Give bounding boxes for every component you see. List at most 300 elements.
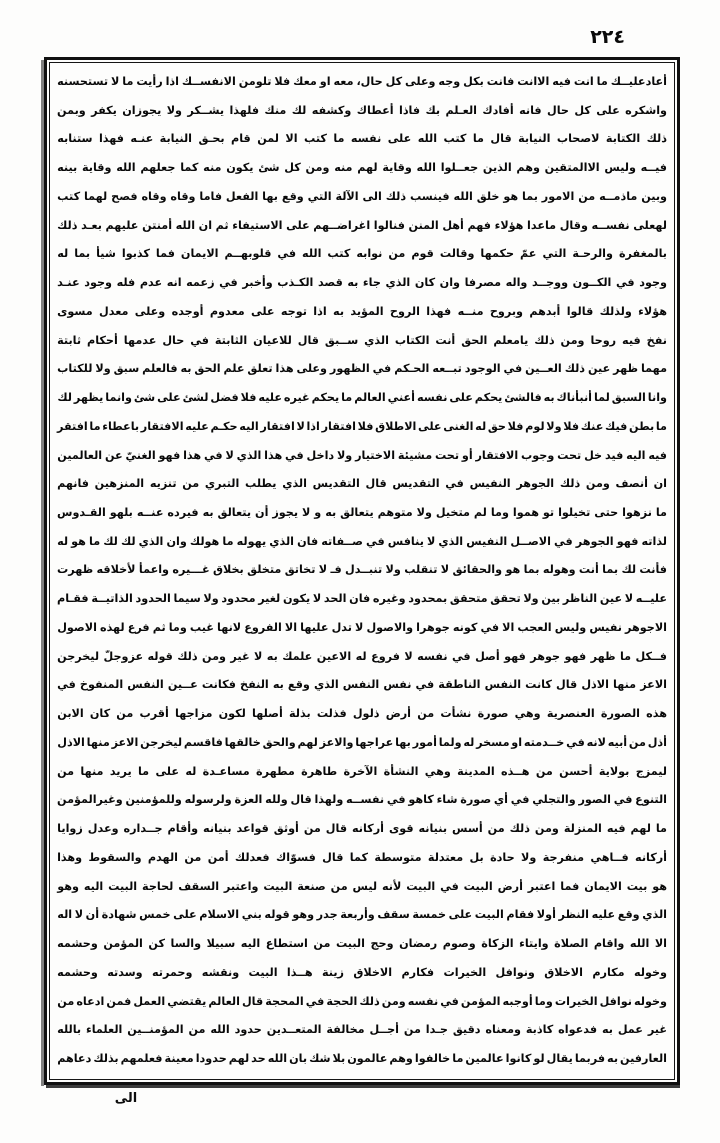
- text-word: تخيلوا: [558, 506, 591, 520]
- text-word: وجه: [438, 75, 461, 88]
- text-word: وقاه: [170, 189, 196, 203]
- text-word: ولذلك: [599, 304, 632, 318]
- text-line-words: [57, 700, 667, 729]
- text-word: من: [578, 189, 596, 203]
- text-word: به: [325, 506, 337, 520]
- text-word: لمن: [257, 132, 279, 146]
- text-word: على: [173, 908, 197, 922]
- text-word: متوهم: [377, 506, 413, 520]
- text-word: لهم: [357, 161, 378, 175]
- text-word: الاطلاق: [375, 419, 417, 433]
- text-word: الظهور: [329, 362, 370, 376]
- text-word: بينه: [57, 161, 78, 175]
- text-word: منــه: [457, 304, 484, 318]
- text-word: ذلك: [177, 649, 198, 663]
- text-word: عدمها: [123, 333, 157, 347]
- catchword: الى: [114, 1091, 138, 1106]
- text-word: على: [418, 419, 442, 433]
- text-word: ولا: [336, 448, 353, 462]
- text-word: يتعالق: [217, 506, 252, 520]
- text-word: تحت: [434, 448, 460, 462]
- text-word: قال: [241, 994, 264, 1008]
- text-word: الله: [267, 1051, 288, 1065]
- text-word: الاجوهر: [625, 620, 667, 634]
- text-word: قصد: [317, 276, 343, 290]
- text-word: ولا: [95, 362, 111, 376]
- text-word: هو: [505, 563, 521, 577]
- text-word: يجوزان: [122, 103, 162, 117]
- text-word: أحكام: [87, 333, 118, 347]
- text-word: عنــه: [136, 506, 164, 520]
- text-word: بما: [522, 189, 538, 203]
- text-word: وغيره: [372, 592, 406, 606]
- text-word: فضل: [210, 391, 239, 405]
- text-line: [54, 758, 670, 787]
- text-word: في: [366, 534, 385, 548]
- text-word: ذلك: [559, 477, 581, 491]
- text-word: له: [57, 534, 69, 548]
- text-word: عنك: [580, 419, 604, 433]
- text-word: حدودا: [195, 1051, 227, 1065]
- text-word: وجود: [639, 276, 667, 290]
- text-line: [54, 413, 670, 442]
- text-word: بك: [425, 103, 441, 117]
- text-word: الذي: [282, 477, 307, 491]
- text-line: [54, 240, 670, 269]
- text-word: حكـم: [210, 419, 238, 433]
- text-word: لا: [302, 506, 311, 520]
- text-word: بحـق: [198, 132, 225, 146]
- text-word: النفس: [127, 678, 164, 692]
- text-line-words: [57, 470, 667, 499]
- text-word: جاء: [362, 276, 381, 290]
- text-line: [54, 815, 670, 844]
- text-word: وهوله: [542, 563, 576, 577]
- text-word: ليخرجن: [140, 735, 183, 749]
- text-line: [54, 384, 670, 413]
- text-word: ذلك: [564, 362, 586, 376]
- text-word: صــفاته: [321, 534, 363, 548]
- text-line-words: [57, 1016, 667, 1045]
- text-word: الصلاة: [554, 937, 589, 951]
- text-word: فيد: [604, 448, 624, 462]
- text-word: الكتاب: [394, 333, 430, 347]
- text-word: فسوّاك: [276, 850, 316, 864]
- text-word: أهل: [442, 218, 464, 232]
- text-word: أن: [255, 506, 269, 520]
- text-word: وايتاء: [519, 937, 549, 951]
- text-word: يكون: [282, 592, 311, 606]
- text-word: أركانه: [635, 850, 667, 864]
- text-word: فهو: [564, 649, 587, 663]
- text-word: تبــعه: [432, 362, 462, 376]
- text-word: اذا: [165, 75, 179, 88]
- text-line-words: [57, 959, 667, 988]
- text-word: به: [180, 362, 192, 376]
- text-word: طاهرة: [301, 764, 338, 778]
- text-word: أسس: [452, 822, 483, 836]
- text-word: غير: [230, 649, 250, 663]
- text-word: بيت: [626, 879, 648, 893]
- text-word: ولرسوله: [184, 793, 232, 807]
- text-word: لا: [254, 649, 263, 663]
- text-word: فهو: [616, 534, 639, 548]
- text-word: فــكل: [635, 649, 667, 663]
- text-word: واعتبر: [223, 879, 259, 893]
- text-word: المنزلة: [563, 822, 602, 836]
- text-word: والتجلي: [532, 793, 576, 807]
- text-word: ومن: [202, 649, 226, 663]
- text-word: على: [449, 391, 473, 405]
- text-word: لكون: [218, 707, 246, 721]
- text-word: هموا: [512, 506, 539, 520]
- text-word: لك: [621, 563, 637, 577]
- text-word: نفســه: [591, 218, 630, 232]
- text-word: وبمن: [57, 103, 86, 117]
- text-word: أرض: [385, 707, 412, 721]
- text-word: الا: [285, 132, 298, 146]
- text-word: خمسة: [412, 908, 447, 922]
- text-word: من: [303, 822, 321, 836]
- text-line-words: [57, 298, 667, 327]
- text-word: حال: [546, 103, 569, 117]
- text-word: العارفين: [620, 1051, 667, 1065]
- text-word: في: [566, 735, 585, 749]
- text-word: كن: [148, 937, 165, 951]
- text-word: فالشئ: [504, 391, 542, 405]
- text-word: يظهر: [73, 391, 104, 405]
- text-word: عليــه: [635, 592, 667, 606]
- text-word: الله: [302, 247, 322, 261]
- text-word: يطلب: [245, 477, 277, 491]
- text-word: المدينة: [457, 764, 495, 778]
- text-word: الحجة: [326, 994, 358, 1008]
- text-word: عدم: [139, 276, 163, 290]
- text-word: ولما: [438, 735, 462, 749]
- text-word: فان: [297, 534, 319, 548]
- text-word: على: [155, 764, 179, 778]
- text-word: تحت: [557, 448, 582, 462]
- text-word: لا: [225, 448, 234, 462]
- text-word: الصورة: [600, 707, 640, 721]
- text-word: عالمين: [465, 1051, 504, 1065]
- text-word: الله: [416, 161, 436, 175]
- text-word: لذاته: [641, 534, 667, 548]
- text-word: فاذا: [398, 103, 421, 117]
- text-word: فقام: [506, 908, 535, 922]
- text-word: كان: [89, 707, 111, 721]
- text-word: وعلى: [296, 362, 327, 376]
- text-word: لا: [404, 649, 413, 663]
- text-word: حدود: [234, 1023, 262, 1037]
- text-word: في: [203, 448, 223, 462]
- text-word: يشــكر: [187, 103, 225, 117]
- text-word: غير: [647, 1023, 667, 1037]
- text-line-words: [57, 97, 667, 126]
- text-word: ما: [655, 506, 667, 520]
- text-word: المنفوخ: [79, 678, 124, 692]
- text-word: لا: [440, 563, 450, 577]
- text-word: فـ: [330, 563, 342, 577]
- text-word: باعطاء: [102, 419, 140, 433]
- text-word: قال: [490, 132, 512, 146]
- text-word: أو: [461, 448, 473, 462]
- text-word: معينة: [164, 1051, 194, 1065]
- text-word: الزكاة: [481, 937, 514, 951]
- text-word: ولا: [521, 850, 537, 864]
- text-word: اليه: [240, 937, 261, 951]
- text-word: فانت: [486, 75, 515, 88]
- text-word: فلهذا: [229, 103, 260, 117]
- text-line-words: [57, 729, 667, 758]
- text-word: النفس: [342, 678, 380, 692]
- text-word: ما: [619, 649, 632, 663]
- text-word: فالعلم: [142, 362, 178, 376]
- text-word: شاء: [436, 793, 458, 807]
- text-word: واعمأ: [138, 563, 170, 577]
- text-word: عــين: [167, 678, 198, 692]
- text-word: نفسه: [417, 649, 448, 663]
- text-word: غيره: [283, 391, 310, 405]
- text-line: [54, 212, 670, 241]
- text-line: [54, 68, 670, 97]
- text-word: ولا: [166, 103, 182, 117]
- text-word: بنيانه: [418, 822, 448, 836]
- text-word: لو: [533, 1051, 545, 1065]
- text-word: الاعين: [316, 649, 352, 663]
- text-line-words: [57, 873, 667, 902]
- text-line-words: [57, 154, 667, 183]
- text-word: الهدم: [147, 850, 178, 864]
- text-word: وهذا: [57, 850, 83, 864]
- text-word: التي: [307, 189, 332, 203]
- text-word: ذلك: [359, 994, 380, 1008]
- text-line-words: [57, 786, 667, 815]
- text-word: المحجة: [265, 994, 304, 1008]
- text-word: النيابة: [159, 132, 193, 146]
- text-line: [54, 643, 670, 672]
- text-word: وبروح: [489, 304, 523, 318]
- text-word: واشكره: [625, 103, 667, 117]
- text-word: البيت: [108, 879, 138, 893]
- text-line-words: [57, 269, 667, 298]
- text-word: الله: [453, 189, 473, 203]
- text-word: بمحدود: [408, 592, 448, 606]
- text-word: وقاية: [81, 161, 112, 175]
- text-word: شئ: [133, 391, 156, 405]
- text-line-words: [57, 988, 667, 1017]
- text-word: نشأت: [440, 707, 472, 721]
- text-word: العزة: [234, 793, 263, 807]
- text-word: لا: [318, 563, 328, 577]
- text-word: تدل: [331, 620, 352, 634]
- body-text-block: [54, 68, 670, 1074]
- text-word: مشيئة: [397, 448, 433, 462]
- text-word: وغيرالمؤمن: [57, 793, 123, 807]
- text-word: ومن: [560, 333, 585, 347]
- text-word: وحج: [370, 937, 394, 951]
- text-word: الاعز: [640, 678, 667, 692]
- text-word: التقديس: [392, 477, 440, 491]
- text-word: البيت: [335, 937, 365, 951]
- text-word: أنصف: [615, 477, 648, 491]
- text-word: لك: [291, 103, 307, 117]
- text-word: ما: [341, 391, 353, 405]
- text-word: تو: [542, 506, 555, 520]
- text-word: يجوز: [272, 506, 299, 520]
- text-word: في: [386, 793, 406, 807]
- text-line-words: [57, 125, 667, 154]
- text-word: والرحـة: [572, 247, 613, 261]
- text-word: وجوب: [521, 448, 555, 462]
- text-word: الكـذب: [277, 276, 314, 290]
- text-word: أركانه: [352, 822, 384, 836]
- text-word: خــدمته: [523, 735, 565, 749]
- text-word: نفسه: [350, 132, 382, 146]
- text-word: حتى: [594, 506, 619, 520]
- text-word: فاقسم: [183, 735, 223, 749]
- text-word: له: [463, 735, 475, 749]
- text-word: كل: [284, 161, 301, 175]
- text-word: العـلم: [445, 103, 477, 117]
- text-line-words: [57, 930, 667, 959]
- text-word: فهو: [504, 649, 526, 663]
- text-word: وخوله: [633, 994, 667, 1008]
- text-word: العالم: [354, 391, 386, 405]
- text-word: هو: [503, 189, 519, 203]
- text-line-words: [57, 614, 667, 643]
- text-word: والسا: [170, 937, 202, 951]
- text-word: وقاه: [141, 189, 167, 203]
- text-word: حكمها: [480, 247, 515, 261]
- text-word: الايمان: [584, 879, 622, 893]
- text-line: [54, 269, 670, 298]
- text-word: قوم: [411, 247, 434, 261]
- text-word: مخالفة: [326, 1023, 365, 1037]
- text-word: مسخر: [476, 735, 510, 749]
- text-word: كونه: [452, 620, 478, 634]
- text-word: ذلك: [385, 189, 407, 203]
- text-word: وعلى: [405, 75, 436, 88]
- text-line: [54, 470, 670, 499]
- text-word: ونقشه: [201, 965, 240, 979]
- text-line: [54, 499, 670, 528]
- text-word: ما: [89, 534, 101, 548]
- text-word: تنزيه: [149, 477, 177, 491]
- text-word: البيت: [406, 879, 436, 893]
- text-line: [54, 442, 670, 471]
- text-word: له: [57, 247, 69, 261]
- text-word: ليس: [352, 879, 378, 893]
- text-word: وهم: [516, 161, 540, 175]
- text-word: ذلول: [352, 707, 380, 721]
- text-word: اليه: [239, 419, 259, 433]
- text-word: غيب: [189, 620, 214, 634]
- text-word: ولا: [416, 506, 432, 520]
- text-word: متخيل: [435, 506, 470, 520]
- text-line: [54, 988, 670, 1017]
- text-word: في: [613, 793, 633, 807]
- text-word: عليه: [185, 419, 209, 433]
- text-word: في: [615, 276, 635, 290]
- text-word: سقف: [377, 908, 410, 922]
- text-line-words: [57, 413, 667, 442]
- text-line-words: [57, 901, 667, 930]
- text-word: نفسه: [407, 994, 439, 1008]
- text-word: فعدلك: [234, 850, 270, 864]
- text-word: الاصــل: [510, 534, 551, 548]
- text-word: صورة: [477, 707, 509, 721]
- text-word: خالقها: [224, 735, 261, 749]
- text-word: وان: [166, 534, 187, 548]
- text-word: فاما: [199, 189, 223, 203]
- text-word: عزوجلّ: [103, 649, 144, 663]
- text-word: عنـه: [130, 132, 154, 146]
- text-word: فذلت: [316, 707, 347, 721]
- text-word: معه: [333, 75, 354, 88]
- text-word: النفيس: [466, 534, 508, 548]
- text-word: بها: [395, 735, 411, 749]
- text-word: استطاع: [265, 937, 308, 951]
- text-word: لهم: [630, 822, 651, 836]
- text-line: [54, 873, 670, 902]
- text-word: الذي: [313, 678, 339, 692]
- text-word: الناطقة: [438, 678, 481, 692]
- text-word: وانما: [105, 391, 132, 405]
- text-word: والحقائق: [452, 563, 503, 577]
- text-word: جدر: [316, 908, 338, 922]
- text-word: منفرجة: [542, 850, 585, 864]
- text-word: الذي: [269, 534, 295, 548]
- text-word: ومن: [305, 161, 330, 175]
- text-word: خالفوا: [414, 1051, 451, 1065]
- text-word: بلا: [332, 1051, 346, 1065]
- text-word: ليخرجن: [57, 649, 100, 663]
- text-word: في: [219, 276, 238, 290]
- text-word: الاالمتقين: [544, 161, 600, 175]
- text-word: فمن: [106, 994, 132, 1008]
- text-word: فيك: [605, 419, 628, 433]
- text-word: لم: [473, 506, 487, 520]
- text-word: أعادعليــك: [610, 75, 667, 88]
- text-word: لك: [120, 534, 136, 548]
- text-word: فدعواه: [558, 1023, 598, 1037]
- text-word: الاسلام: [199, 908, 240, 922]
- text-word: أبيه: [607, 735, 628, 749]
- text-word: المؤمن: [460, 994, 501, 1008]
- text-word: الاخلاق: [353, 965, 393, 979]
- text-word: يقتضي: [167, 994, 207, 1008]
- text-word: من: [403, 1023, 421, 1037]
- text-word: الا: [284, 620, 298, 634]
- text-word: القـدوس: [57, 506, 106, 520]
- text-word: ما: [333, 132, 345, 146]
- text-word: معتدلة: [427, 850, 464, 864]
- text-word: فيه: [552, 75, 571, 88]
- text-word: البيت: [474, 908, 504, 922]
- text-word: مهما: [640, 362, 667, 376]
- text-word: سبيلا: [206, 937, 236, 951]
- text-word: ماذمــه: [599, 189, 638, 203]
- text-word: التبري: [204, 477, 240, 491]
- text-word: وما: [534, 994, 553, 1008]
- text-word: ســبق: [324, 333, 359, 347]
- text-word: افتقار: [321, 419, 356, 433]
- text-word: حد: [251, 1051, 266, 1065]
- text-word: تنبــدل: [345, 563, 383, 577]
- text-word: زوايا: [57, 822, 83, 836]
- text-word: هولك: [189, 534, 220, 548]
